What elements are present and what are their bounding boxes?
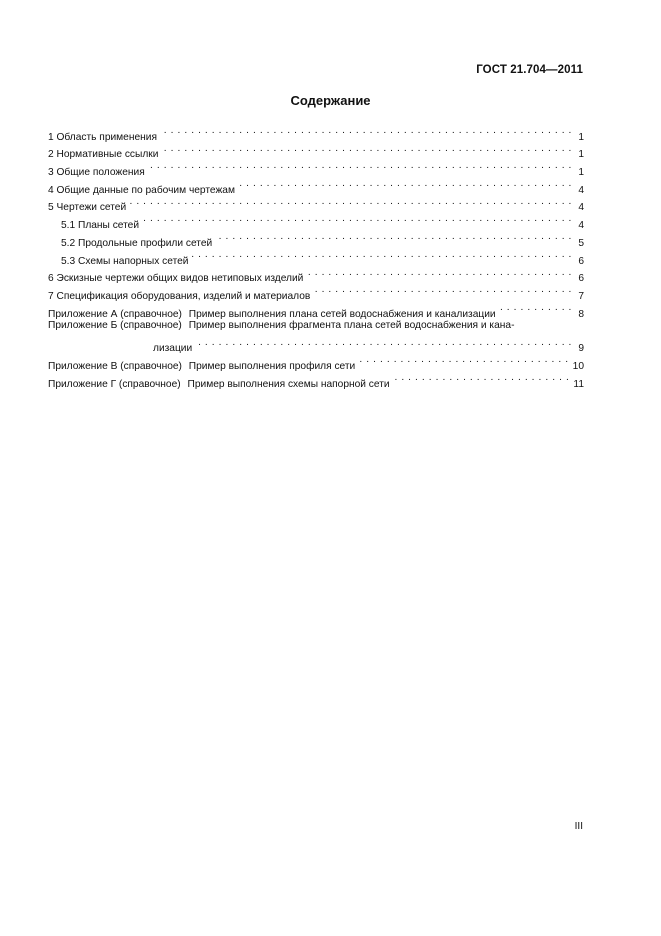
toc-entry-label — [48, 317, 514, 335]
toc-title: Содержание — [290, 93, 371, 108]
appendix-designation: Приложение А (справочное) — [48, 308, 182, 320]
appendix-designation: Приложение В (справочное) — [48, 360, 182, 372]
toc-entry-page: 6 — [578, 255, 584, 267]
toc-entry-page: 4 — [578, 202, 584, 214]
leader-dots — [195, 334, 572, 352]
table-of-contents — [48, 122, 584, 390]
appendix-title-continuation: лизации — [153, 343, 193, 355]
toc-entry-page: 1 — [578, 131, 584, 143]
appendix-title: Пример выполнения плана сетей водоснабжения и канализации — [188, 308, 496, 320]
leader-dots — [393, 369, 570, 387]
toc-entry-page: 4 — [578, 184, 584, 196]
toc-entry-label: 5 Чертежи сетей — [48, 202, 127, 214]
toc-appendix-entry[interactable] — [48, 351, 584, 372]
leader-dots — [215, 228, 572, 246]
leader-dots — [148, 157, 572, 175]
leader-dots — [313, 281, 572, 299]
toc-entry-label — [48, 376, 390, 394]
page-number: III — [574, 821, 583, 832]
leader-dots — [142, 210, 572, 228]
document-code: ГОСТ 21.704—2011 — [476, 64, 583, 76]
toc-entry-page: 4 — [578, 220, 584, 232]
toc-entry-label: 2 Нормативные ссылки — [48, 149, 159, 161]
toc-entry-label: 3 Общие положения — [48, 167, 145, 179]
toc-entry-page: 1 — [578, 167, 584, 179]
toc-entry-label: 1 Область применения — [48, 131, 157, 143]
toc-appendix-entry-continuation[interactable] — [48, 334, 584, 355]
appendix-title: Пример выполнения схемы напорной сети — [187, 378, 390, 390]
toc-appendix-entry[interactable] — [48, 317, 584, 334]
appendix-designation: Приложение Б (справочное) — [48, 319, 182, 331]
toc-entry-page: 1 — [578, 149, 584, 161]
toc-entry-page: 9 — [578, 343, 584, 355]
leader-dots — [358, 351, 568, 369]
toc-entry-label: 5.1 Планы сетей — [61, 220, 140, 232]
toc-subentry[interactable] — [48, 210, 584, 232]
toc-entry-label — [48, 358, 355, 376]
toc-entry-page: 5 — [578, 237, 584, 249]
toc-entry-label: 5.3 Схемы напорных сетей — [61, 255, 189, 267]
leader-dots — [129, 193, 572, 211]
leader-dots — [238, 175, 572, 193]
leader-dots — [161, 140, 572, 158]
toc-entry-page: 7 — [578, 290, 584, 302]
appendix-title: Пример выполнения фрагмента плана сетей водоснабжения и кана- — [188, 319, 515, 331]
toc-entry-label: 5.2 Продольные профили сетей — [61, 237, 213, 249]
toc-entry-label: 4 Общие данные по рабочим чертежам — [48, 184, 235, 196]
leader-dots — [160, 122, 572, 140]
toc-entry-page: 11 — [573, 378, 584, 390]
appendix-title: Пример выполнения профиля сети — [188, 360, 356, 372]
leader-dots — [192, 246, 573, 264]
toc-entry-label: 7 Спецификация оборудования, изделий и материалов — [48, 290, 311, 302]
toc-entry-page: 6 — [578, 273, 584, 285]
leader-dots — [306, 264, 572, 282]
toc-entry[interactable] — [48, 122, 584, 143]
leader-dots — [499, 299, 572, 317]
toc-entry-label: 6 Эскизные чертежи общих видов нетиповых изделий — [48, 273, 304, 285]
toc-entry-page: 8 — [578, 308, 584, 320]
toc-entry[interactable] — [48, 193, 584, 214]
appendix-designation: Приложение Г (справочное) — [48, 378, 181, 390]
toc-entry-page: 10 — [572, 360, 584, 372]
